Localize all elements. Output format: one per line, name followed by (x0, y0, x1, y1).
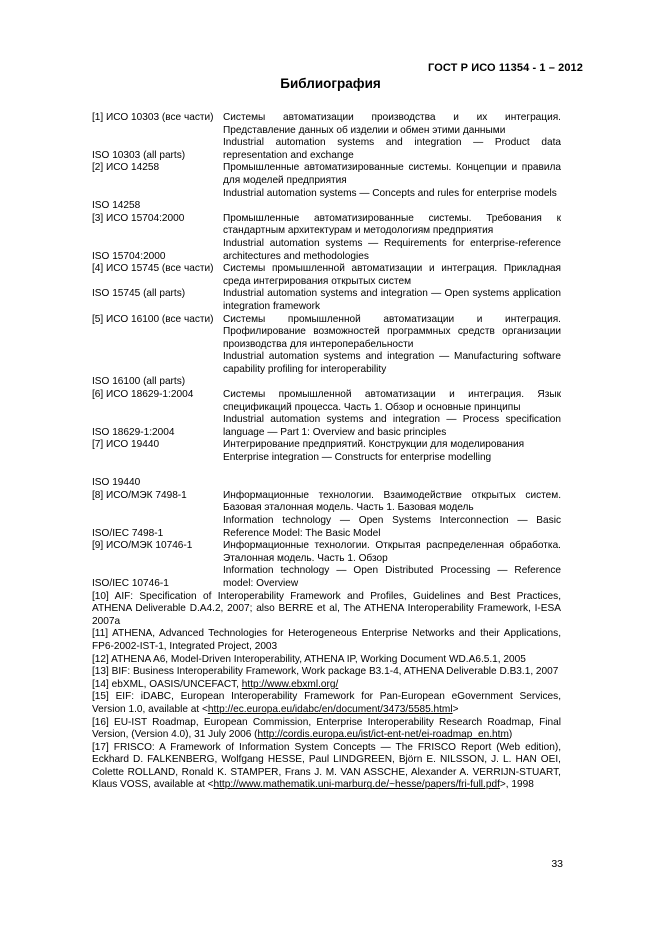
ref-number: [5] ИСО 16100 (все части) (92, 313, 214, 325)
bib-entry (92, 213, 561, 263)
ref-title-ru: Промышленные автоматизированные системы. Концепции и правила для моделей предприятия (223, 162, 561, 186)
ref-title-ru: Системы промышленной автоматизации и интеграция. Профилирование возможностей программных средств организации производства для интероперабельности (223, 313, 561, 350)
bib-entry (92, 112, 561, 162)
ref-international: ISO 15745 (all parts) (92, 288, 186, 300)
ref-title-en: Industrial automation systems and integration — Open systems application integration framework (223, 288, 561, 312)
ref-international: ISO 15704:2000 (92, 250, 166, 262)
ref-link[interactable]: http://www.mathematik.uni-marburg.de/~hesse/papers/fri-full.pdf (213, 779, 500, 791)
ref-international: ISO 14258 (92, 200, 141, 212)
bib-entry: [11] ATHENA, Advanced Technologies for Heterogeneous Enterprise Networks and their Applications, FP6-2002-IST-1, Integrated Project, 2003 (92, 628, 561, 652)
standard-code: ГОСТ Р ИСО 11354 - 1 – 2012 (428, 62, 583, 74)
bib-entry (92, 439, 561, 489)
ref-number: [6] ИСО 18629-1:2004 (92, 389, 194, 401)
bib-entry: [14] ebXML, OASIS/UNCEFACT, http://www.ebxml.org/ (92, 678, 339, 690)
ref-number: [2] ИСО 14258 (92, 162, 160, 174)
ref-title-en: Industrial automation systems — Concepts and rules for enterprise models (223, 187, 557, 199)
bib-entry (92, 314, 561, 390)
ref-title-en: Enterprise integration — Constructs for enterprise modelling (223, 452, 492, 464)
bib-entry: [13] BIF: Business Interoperability Framework, Work package B3.1-4, ATHENA Deliverable D.B3.1, 2007 (92, 666, 559, 678)
ref-title-en: Information technology — Open Distributed Processing — Reference model: Overview (223, 565, 561, 589)
ref-number: [4] ИСО 15745 (все части) (92, 263, 214, 275)
ref-title-ru: Системы промышленной автоматизации и интеграция. Прикладная среда интегрирования открытых систем (223, 263, 561, 287)
ref-title-en: Industrial automation systems and integration — Process specification language — Part 1: Overview and basic principles (223, 414, 561, 438)
bib-entry (92, 389, 561, 439)
ref-international: ISO 18629-1:2004 (92, 426, 175, 438)
ref-international: ISO 16100 (all parts) (92, 376, 186, 388)
ref-title-en: Industrial automation systems and integration — Product data representation and exchange (223, 137, 561, 161)
bib-entry (92, 263, 561, 313)
bib-entry (92, 540, 561, 590)
bib-entry (92, 162, 561, 212)
ref-title-en: Industrial automation systems and integration — Manufacturing software capability profiling for interoperability (223, 351, 561, 375)
ref-international: ISO 19440 (92, 477, 141, 489)
ref-title-ru: Интегрирование предприятий. Конструкции для моделирования (223, 439, 525, 451)
ref-title-ru: Системы автоматизации производства и их интеграция. Представление данных об изделии и обмен этими данными (223, 112, 561, 136)
ref-number: [7] ИСО 19440 (92, 439, 160, 451)
ref-title-en: Information technology — Open Systems Interconnection — Basic Reference Model: The Basic Model (223, 515, 561, 539)
ref-title-ru: Информационные технологии. Взаимодействие открытых систем. Базовая эталонная модель. Часть 1. Базовая модель (223, 489, 561, 514)
bib-entry: [16] EU-IST Roadmap, European Commission, Enterprise Interoperability Research Roadmap, Final Version, (Version 4.0), 31 July 2006 (http://cordis.europa.eu/ist/ict-ent-net/ei-roadmap_en.htm) (92, 716, 561, 741)
ref-international: ISO 10303 (all parts) (92, 149, 186, 161)
ref-international: ISO/IEC 10746-1 (92, 577, 169, 589)
bib-entry: [15] EIF: iDABC, European Interoperability Framework for Pan-European eGovernment Services, Version 1.0, available at <http://ec.europa.eu/idabc/en/document/3473/5585.html> (92, 691, 561, 715)
page-title: Библиография (280, 76, 381, 91)
ref-number: [9] ИСО/МЭК 10746-1 (92, 540, 193, 552)
ref-link[interactable]: http://ec.europa.eu/idabc/en/document/3473/5585.html (207, 703, 453, 715)
page-number: 33 (551, 858, 563, 870)
bib-entry: [10] AIF: Specification of Interoperability Framework and Profiles, Guidelines and Best Practices, ATHENA Deliverable D.A4.2, 2007; also BERRE et al, The ATHENA Interoperability Framework, I-ESA 2007a (92, 590, 561, 627)
bibliography-list (92, 112, 561, 792)
ref-number: [3] ИСО 15704:2000 (92, 212, 185, 224)
bib-entry (92, 490, 561, 540)
ref-link[interactable]: http://cordis.europa.eu/ist/ict-ent-net/ei-roadmap_en.htm (257, 729, 509, 741)
ref-link[interactable]: http://www.ebxml.org/ (241, 678, 339, 690)
ref-title-en: Industrial automation systems — Requirements for enterprise-reference architectures and methodologies (223, 237, 561, 262)
bib-entry: [17] FRISCO: A Framework of Information System Concepts — The FRISCO Report (Web edition), Eckhard D. FALKENBERG, Wolfgang HESSE, Paul LINDGREEN, Björn E. NILSSON, J. L. HAN OEI, Colette ROLLAND, Ronald K. STAMPER, Frans J. M. VAN ASSCHE, Alexander A. VERRIJN-STUART, Klaus VOSS, available at <http://www.mathematik.uni-marburg.de/~hesse/papers/fri-full.pdf>, 1998 (92, 741, 561, 791)
ref-title-ru: Промышленные автоматизированные системы. Требования к стандартным архитектурам и методологиям предприятия (223, 212, 561, 237)
ref-international: ISO/IEC 7498-1 (92, 527, 164, 539)
ref-number: [1] ИСО 10303 (все части) (92, 112, 214, 123)
ref-title-ru: Системы промышленной автоматизации и интеграция. Язык спецификаций процесса. Часть 1. Обзор и основные принципы (223, 389, 561, 413)
ref-title-ru: Информационные технологии. Открытая распределенная обработка. Эталонная модель. Часть 1. Обзор (223, 540, 561, 564)
bib-entry: [12] ATHENA A6, Model-Driven Interoperability, ATHENA IP, Working Document WD.A6.5.1, 2005 (92, 653, 526, 665)
ref-number: [8] ИСО/МЭК 7498-1 (92, 489, 187, 501)
